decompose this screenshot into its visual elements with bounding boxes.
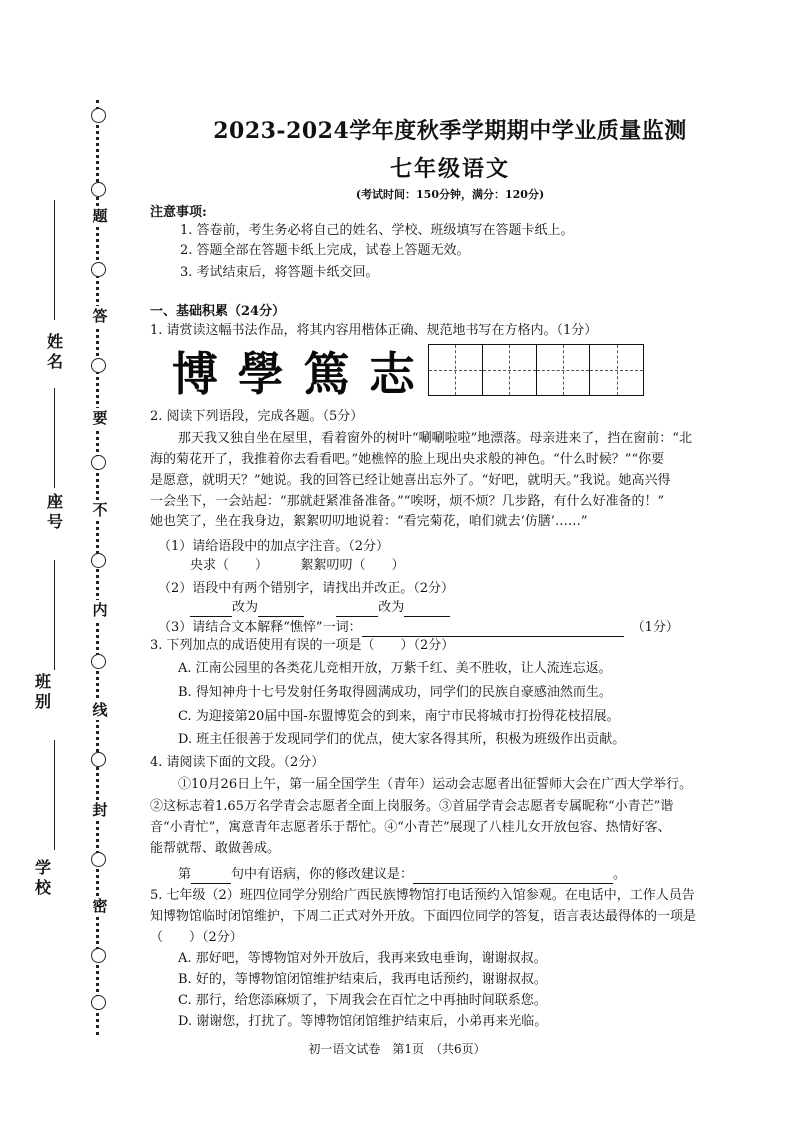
passage-line: 她也笑了，坐在我身边，絮絮叨叨地说着：“看完菊花，咱们就去‘仿膳’……” — [150, 514, 588, 529]
q4-passage-line: ②这标志着1.65万名学青会志愿者全面上岗服务。③首届学青会志愿者专属昵称“小青芒”谐 — [150, 799, 674, 814]
notice-item: 3. 考试结束后，将答题卡纸交回。 — [180, 265, 379, 280]
seal-char: 要 — [90, 408, 110, 428]
answer-blank[interactable] — [258, 616, 304, 617]
q2-sub2: （2）语段中有两个错别字，请找出并改正。（2分） — [158, 581, 455, 596]
q5-text-line: 5. 七年级（2）班四位同学分别给广西民族博物馆打电话预约入馆参观。在电话中，工作人员告 — [150, 888, 695, 903]
answer-blank[interactable] — [404, 616, 450, 617]
seal-char: 密 — [90, 896, 110, 916]
q2-sub2-answer — [190, 599, 450, 617]
q4-passage-line: 音“小青忙”，寓意青年志愿者乐于帮忙。④“小青芒”展现了八桂儿女开放包容、热情好客、 — [150, 820, 671, 835]
writing-grid[interactable] — [428, 344, 644, 396]
seal-circle — [91, 852, 106, 867]
seal-circle — [91, 262, 106, 277]
q5-text-line: 知博物馆临时闭馆维护，下周二正式对外开放。下面四位同学的答复，语言表达最得体的一项是 — [150, 909, 697, 924]
passage-line: 是愿意，就明天？”她说。我的回答已经让她喜出忘外了。“好吧，就明天。”我说。她高兴得 — [150, 473, 671, 488]
seal-circle — [91, 182, 106, 197]
grid-cell[interactable] — [483, 345, 537, 395]
notice-item: 1. 答卷前，考生务必将自己的姓名、学校、班级填写在答题卡纸上。 — [180, 223, 574, 238]
passage-line: 一会坐下，一会站起：“那就赶紧准备准备。”“唉呀，烦不烦？几步路，有什么好准备的！” — [150, 494, 665, 509]
q5-option: A. 那好吧，等博物馆对外开放后，我再来致电垂询，谢谢叔叔。 — [178, 951, 547, 966]
q4-passage-line: ①10月26日上午，第一届全国学生（青年）运动会志愿者出征誓师大会在广西大学举行。 — [178, 777, 693, 792]
section-heading: 一、基础积累（24分） — [150, 304, 286, 319]
q3-text: 3. 下列加点的成语使用有误的一项是（ ）（2分） — [150, 638, 455, 653]
q5-option: C. 那行，给您添麻烦了，下周我会在百忙之中再抽时间联系您。 — [178, 993, 547, 1008]
q4-passage-line: 能帮就帮、敢做善成。 — [150, 841, 281, 856]
calligraphy-char: 博 — [172, 347, 220, 401]
seal-char: 线 — [90, 700, 110, 720]
q2-sub1: （1）请给语段中的加点字注音。（2分） — [158, 539, 390, 554]
answer-blank[interactable] — [191, 883, 231, 884]
q2-sub3 — [158, 619, 679, 637]
grid-cell[interactable] — [429, 345, 483, 395]
grid-cell[interactable] — [537, 345, 591, 395]
seal-circle — [91, 948, 106, 963]
q2-sub3-score: （1分） — [631, 620, 679, 635]
seal-circle — [91, 654, 106, 669]
seal-char: 答 — [90, 306, 110, 326]
grid-cell[interactable] — [590, 345, 643, 395]
q1-text: 1. 请赏读这幅书法作品，将其内容用楷体正确、规范地书写在方格内。（1分） — [150, 323, 598, 338]
school-write-line[interactable] — [54, 740, 55, 850]
correct-as-label: 改为 — [232, 600, 259, 615]
exam-subtitle: 七年级语文 — [389, 156, 510, 182]
name-label: 姓名 — [46, 332, 63, 371]
q4-answer — [178, 866, 626, 884]
seat-label: 座号 — [46, 492, 63, 531]
q5-option: D. 谢谢您，打扰了。等博物馆闭馆维护结束后，小弟再来光临。 — [178, 1014, 548, 1029]
passage-line: 海的菊花开了，我推着你去看看吧。”她樵悴的脸上现出央求般的神色。“什么时候？”“你要 — [150, 452, 665, 467]
q4-answer-mid: 句中有语病，你的修改建议是： — [231, 867, 414, 882]
name-write-line[interactable] — [54, 200, 55, 320]
school-label: 学校 — [34, 858, 51, 897]
seal-char: 题 — [90, 206, 110, 226]
q3-option: A. 江南公园里的各类花儿竞相开放，万紫千红、美不胜收，让人流连忘返。 — [178, 661, 612, 676]
passage-line: 那天我又独自坐在屋里，看着窗外的树叶“唰唰啦啦”地漂落。母亲进来了，挡在窗前：“北 — [178, 431, 692, 446]
q4-answer-end: 。 — [613, 867, 627, 882]
q2-text: 2. 阅读下列语段，完成各题。（5分） — [150, 409, 364, 424]
q5-option: B. 好的，等博物馆闭馆维护结束后，我再电话预约，谢谢叔叔。 — [178, 972, 547, 987]
seal-char: 不 — [90, 500, 110, 520]
correct-as-label: 改为 — [378, 600, 405, 615]
seal-circle — [91, 995, 106, 1010]
calligraphy-artwork — [172, 344, 417, 401]
calligraphy-char: 志 — [368, 347, 417, 401]
exam-title: 2023-2024学年度秋季学期期中学业质量监测 — [213, 118, 687, 144]
seal-circle — [91, 455, 106, 470]
seal-circle — [91, 358, 106, 373]
exam-info: (考试时间：150分钟，满分：120分) — [355, 188, 545, 201]
page-footer: 初一语文试卷 第1页 （共6页） — [308, 1042, 486, 1056]
q3-option: B. 得知神舟十七号发射任务取得圆满成功，同学们的民族自豪感油然而生。 — [178, 685, 612, 700]
q3-option: D. 班主任很善于发现同学们的优点，使大家各得其所，积极为班级作出贡献。 — [178, 732, 626, 747]
calligraphy-char: 篤 — [303, 347, 352, 401]
seal-circle — [91, 553, 106, 568]
answer-blank[interactable] — [336, 616, 378, 617]
seal-char: 内 — [90, 600, 110, 620]
answer-blank[interactable] — [413, 883, 613, 884]
seal-char: 封 — [90, 800, 110, 820]
seal-circle — [91, 752, 106, 767]
notice-item: 2. 答题全部在答题卡纸上完成，试卷上答题无效。 — [180, 243, 470, 258]
notice-heading: 注意事项: — [150, 205, 207, 220]
class-label: 班别 — [34, 672, 51, 711]
q3-option: C. 为迎接第20届中国-东盟博览会的到来，南宁市民将城市打扮得花枝招展。 — [178, 709, 620, 724]
q2-sub1-items: 央求（ ） 絮絮叨叨（ ） — [190, 558, 405, 573]
answer-blank[interactable] — [190, 616, 232, 617]
q4-text: 4. 请阅读下面的文段。（2分） — [150, 755, 325, 770]
q5-text-line: （ ）（2分） — [150, 930, 243, 945]
class-write-line[interactable] — [54, 560, 55, 670]
seat-write-line[interactable] — [54, 388, 55, 488]
seal-circle — [91, 108, 106, 123]
q4-answer-prefix: 第 — [178, 867, 192, 882]
q2-sub3-text: （3）请结合文本解释“憔悴”一词： — [158, 620, 362, 635]
calligraphy-char: 學 — [237, 347, 286, 401]
